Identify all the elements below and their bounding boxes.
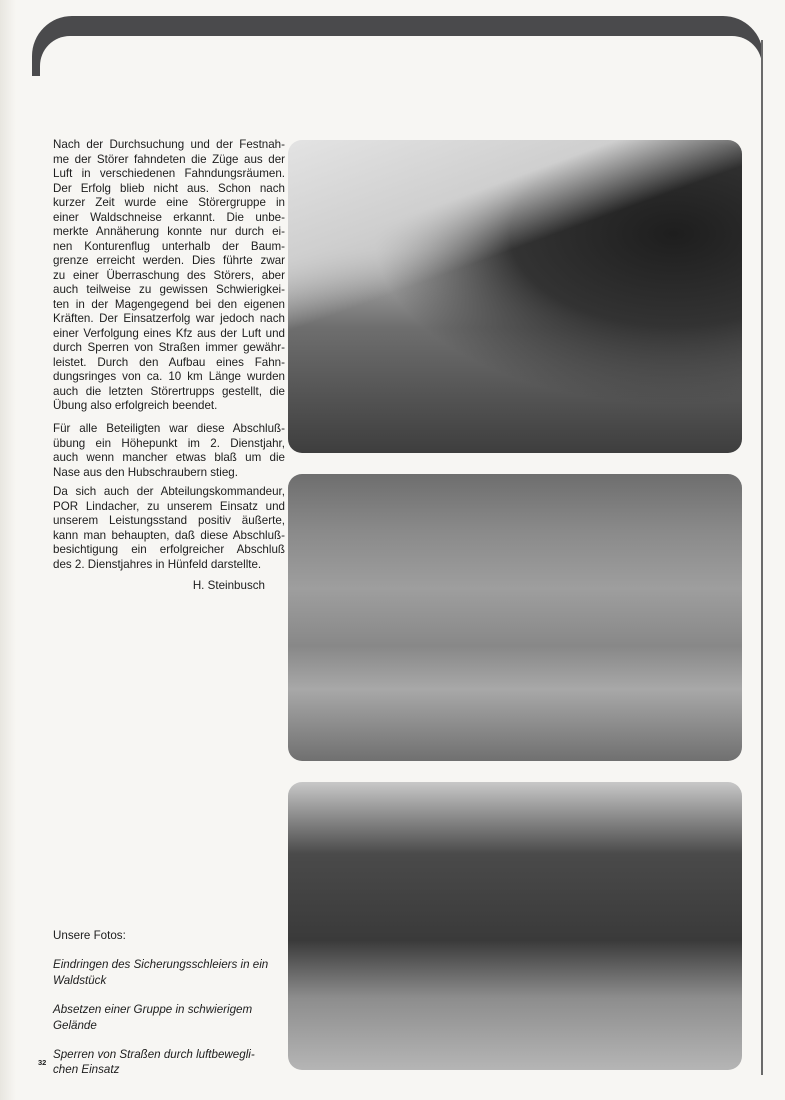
page-number: 32 bbox=[38, 1058, 47, 1067]
text-line: dungsringes von ca. 10 km Länge wurden bbox=[53, 370, 285, 383]
caption-1: Eindringen des Sicherungsschleiers in ein Waldstück bbox=[53, 958, 269, 987]
caption-3: Sperren von Straßen durch luftbewegli- chen Einsatz bbox=[53, 1048, 255, 1077]
author-signature: H. Steinbusch bbox=[192, 579, 265, 592]
caption-2: Absetzen einer Gruppe in schwierigem Gelände bbox=[53, 1003, 253, 1032]
text-line: unserem Leistungsstand positiv äußerte, bbox=[53, 514, 285, 527]
photo-forest-clearing bbox=[288, 140, 742, 453]
text-line: auch teilweise zu gewissen Schwierigkei- bbox=[53, 283, 285, 296]
text-line: auch wenn mancher etwas blaß um die bbox=[53, 451, 285, 464]
text-line: kann man behaupten, daß diese Abschluß- bbox=[53, 528, 285, 542]
photo-captions bbox=[53, 928, 283, 1092]
photo-road-block bbox=[288, 782, 742, 1070]
article-paragraph-2 bbox=[53, 422, 285, 480]
text-line: besichtigung ein erfolgreicher Abschluß bbox=[53, 543, 285, 556]
text-line: Nase aus den Hubschraubern stieg. bbox=[53, 465, 238, 479]
photo-helicopter-landing bbox=[288, 474, 742, 761]
text-line: Kräften. Der Einsatzerfolg war jedoch nach bbox=[53, 312, 285, 325]
text-line: kurzer Zeit wurde eine Störergruppe in bbox=[53, 196, 285, 209]
text-line: Nach der Durchsuchung und der Festnah- bbox=[53, 138, 285, 151]
text-line: Luft in verschiedenen Fahndungsräumen. bbox=[53, 167, 285, 180]
captions-heading: Unsere Fotos: bbox=[53, 929, 126, 942]
text-line: merkte Annäherung konnte nur durch ei- bbox=[53, 225, 285, 238]
text-line: einer Verfolgung eines Kfz aus der Luft und bbox=[53, 326, 285, 340]
text-line: nen Konturenflug unterhalb der Baum- bbox=[53, 239, 285, 253]
text-line: me der Störer fahndeten die Züge aus der bbox=[53, 152, 285, 166]
page-edge bbox=[0, 0, 16, 1100]
text-line: zu einer Überraschung des Störers, aber bbox=[53, 268, 285, 282]
text-line: durch Sperren von Straßen immer gewähr- bbox=[53, 341, 285, 354]
text-line: Für alle Beteiligten war diese Abschluß- bbox=[53, 422, 285, 435]
text-line: Übung also erfolgreich beendet. bbox=[53, 399, 218, 412]
text-line: Der Erfolg blieb nicht aus. Schon nach bbox=[53, 181, 285, 195]
text-line: ten in der Magengegend bei den eigenen bbox=[53, 297, 285, 311]
text-line: des 2. Dienstjahres in Hünfeld darstellte. bbox=[53, 557, 262, 571]
header-band-inner bbox=[40, 36, 762, 96]
text-line: Da sich auch der Abteilungskommandeur, bbox=[53, 485, 285, 498]
right-rule bbox=[761, 40, 763, 1075]
article-paragraph-3 bbox=[53, 485, 285, 572]
text-line: auch die letzten Störertrupps gestellt, die bbox=[53, 384, 285, 398]
text-line: einer Waldschneise erkannt. Die unbe- bbox=[53, 210, 285, 224]
text-line: POR Lindacher, zu unserem Einsatz und bbox=[53, 499, 285, 513]
text-line: übung ein Höhepunkt im 2. Dienstjahr, bbox=[53, 436, 285, 450]
text-line: grenze erreicht werden. Dies führte zwar bbox=[53, 254, 285, 267]
article-paragraph-1 bbox=[53, 138, 285, 414]
text-line: leistet. Durch den Aufbau eines Fahn- bbox=[53, 355, 285, 369]
